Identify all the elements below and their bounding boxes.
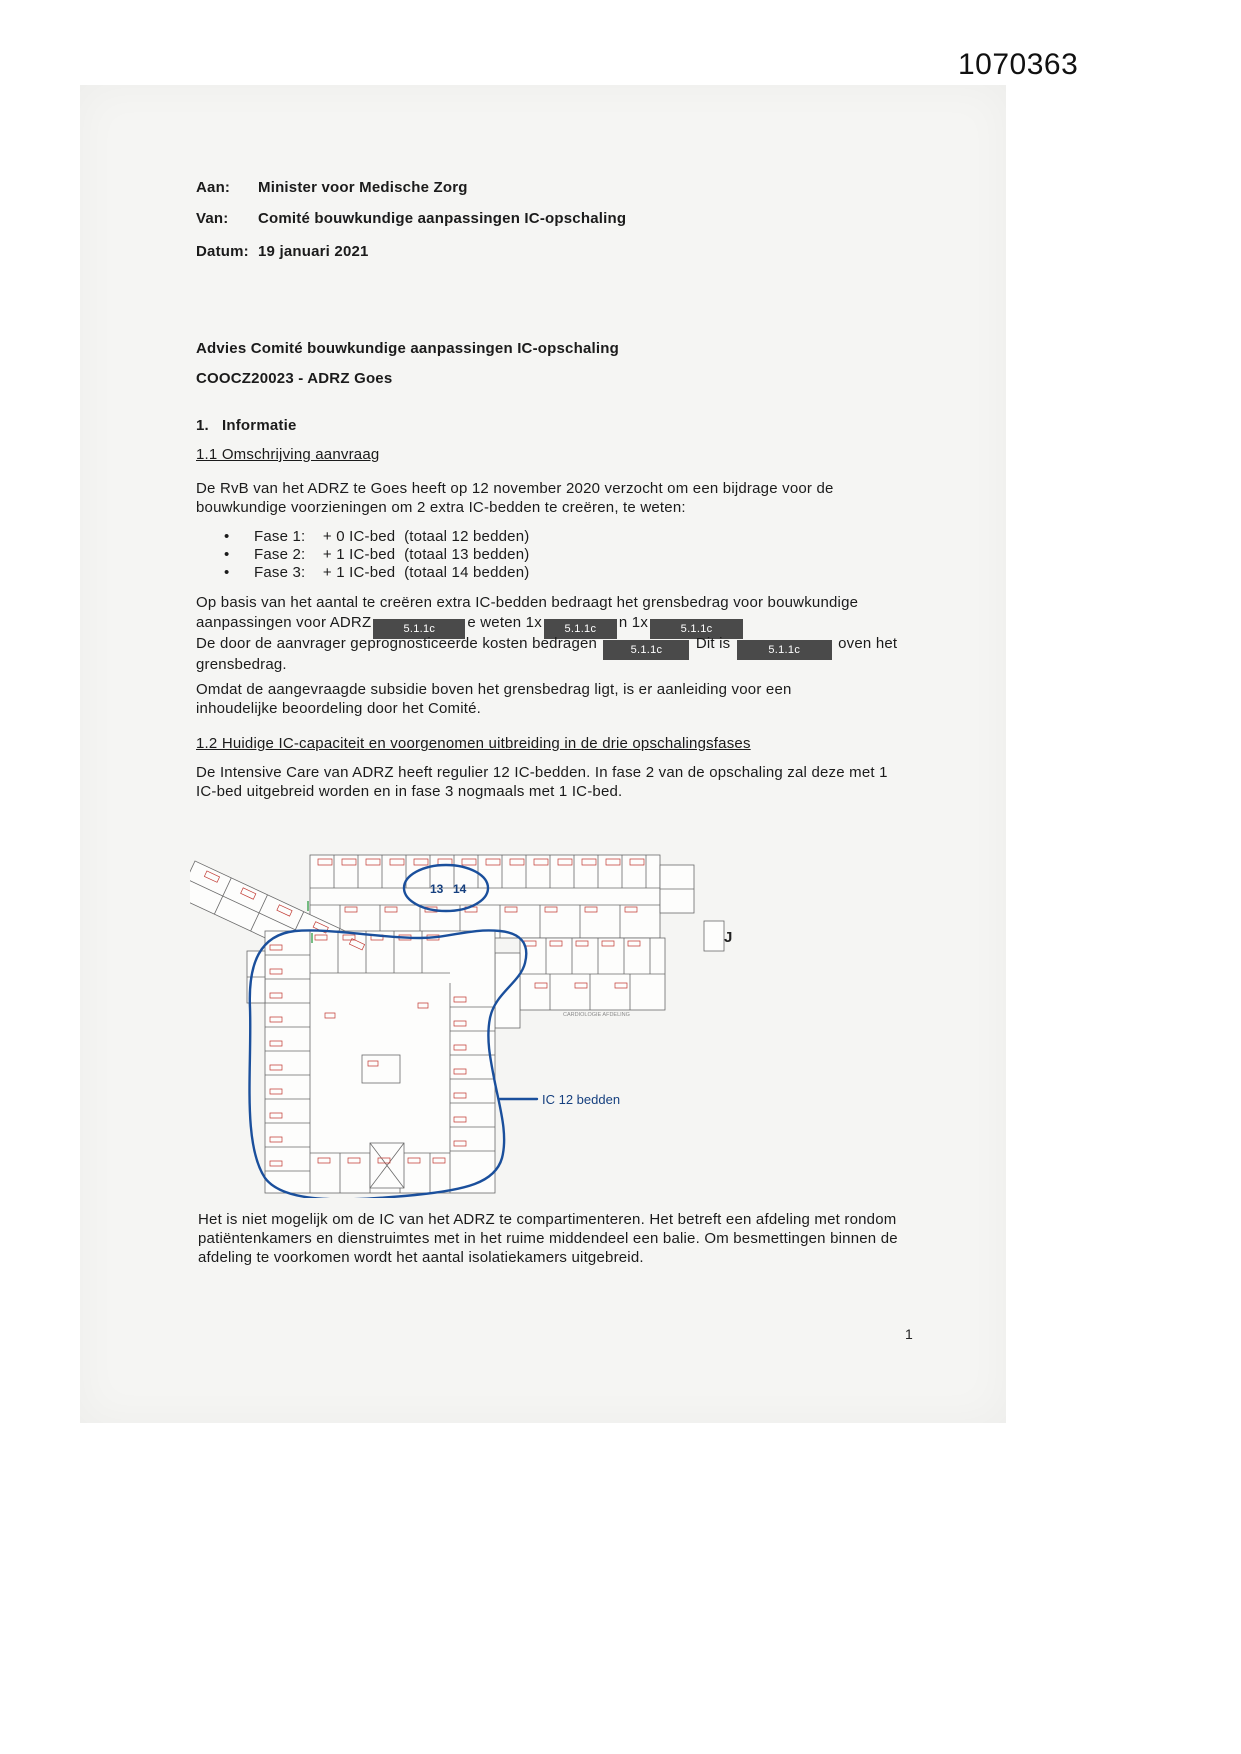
grens-line2-text3: n 1x — [618, 614, 649, 631]
grens-line3-text1: De door de aanvrager geprognosticeerde kosten bedragen — [196, 635, 598, 652]
document-title: Advies Comité bouwkundige aanpassingen IC-opschaling — [196, 340, 619, 357]
van-value: Comité bouwkundige aanpassingen IC-opschaling — [258, 210, 627, 227]
bullet-text-fase3: Fase 3: + 1 IC-bed (totaal 14 bedden) — [254, 564, 530, 581]
paragraph-capaciteit: De Intensive Care van ADRZ heeft regulier 12 IC-bedden. In fase 2 van de opschaling zal deze met 1 IC-bed uitgebreid worden en in fase 3 nogmaals met 1 IC-bed. — [196, 764, 888, 800]
subsection-heading-1-2: 1.2 Huidige IC-capaciteit en voorgenomen uitbreiding in de drie opschalingsfases — [196, 735, 751, 752]
header-row-aan — [196, 178, 468, 197]
grens-line3-text2: Dit is — [695, 635, 731, 652]
redaction-box: 5.1.1c — [544, 619, 617, 639]
paragraph-compartimenteren: Het is niet mogelijk om de IC van het ADRZ te compartimenteren. Het betreft een afdeling met rondom patiëntenkamers en dienstruimtes met in het ruime middendeel een balie. Om besmettingen binnen de afdeling te voorkomen wordt het aantal isolatiekamers uitgebreid. — [198, 1211, 898, 1266]
bullet-marker: • — [224, 546, 230, 563]
redaction-box: 5.1.1c — [373, 619, 465, 639]
paragraph-comite: Omdat de aangevraagde subsidie boven het grensbedrag ligt, is er aanleiding voor een inhoudelijke beoordeling door het Comité. — [196, 681, 792, 717]
datum-value: 19 januari 2021 — [258, 243, 369, 260]
aan-value: Minister voor Medische Zorg — [258, 179, 468, 196]
bullet-marker: • — [224, 528, 230, 545]
grens-line2-text2: e weten 1x — [467, 614, 542, 631]
wing-j-label: J — [724, 929, 733, 946]
aan-label: Aan: — [196, 179, 231, 196]
van-label: Van: — [196, 210, 229, 227]
room-14-label: 14 — [453, 882, 467, 896]
section-heading-informatie: 1. Informatie — [196, 417, 297, 434]
dossier-number: COOCZ20023 - ADRZ Goes — [196, 370, 393, 387]
bullet-marker: • — [224, 564, 230, 581]
grens-line1: Op basis van het aantal te creëren extra IC-bedden bedraagt het grensbedrag voor bouwkundige — [196, 594, 859, 611]
paragraph-aanvraag: De RvB van het ADRZ te Goes heeft op 12 november 2020 verzocht om een bijdrage voor de bouwkundige voorzieningen om 2 extra IC-bedden te creëren, te weten: — [196, 480, 834, 516]
grens-line2 — [196, 613, 897, 634]
bullet-text-fase2: Fase 2: + 1 IC-bed (totaal 13 bedden) — [254, 546, 530, 563]
grens-line3 — [196, 634, 897, 655]
cardiologie-afdeling-label: CARDIOLOGIE AFDELING — [563, 1012, 630, 1018]
datum-label: Datum: — [196, 243, 249, 260]
ic-12-bedden-label: IC 12 bedden — [542, 1092, 621, 1107]
redaction-box: 5.1.1c — [650, 619, 743, 639]
redaction-box: 5.1.1c — [603, 640, 689, 660]
grens-line2-text1: aanpassingen voor ADRZ — [196, 614, 372, 631]
bullet-text-fase1: Fase 1: + 0 IC-bed (totaal 12 bedden) — [254, 528, 530, 545]
header-row-datum — [196, 242, 369, 261]
bullet-item — [224, 563, 529, 581]
bullet-item — [224, 545, 529, 563]
grens-line3-text3: oven het — [838, 635, 898, 652]
page-number: 1 — [905, 1326, 913, 1342]
header-row-van — [196, 209, 626, 228]
fase-bullet-list — [224, 527, 529, 581]
redaction-box: 5.1.1c — [737, 640, 832, 660]
bullet-item — [224, 527, 529, 545]
document-number: 1070363 — [958, 48, 1079, 81]
room-13-label: 13 — [430, 882, 444, 896]
floorplan-drawing — [190, 843, 750, 1198]
subsection-heading-1-1: 1.1 Omschrijving aanvraag — [196, 446, 380, 463]
grens-line4: grensbedrag. — [196, 656, 287, 673]
paragraph-grensbedrag — [196, 593, 897, 674]
